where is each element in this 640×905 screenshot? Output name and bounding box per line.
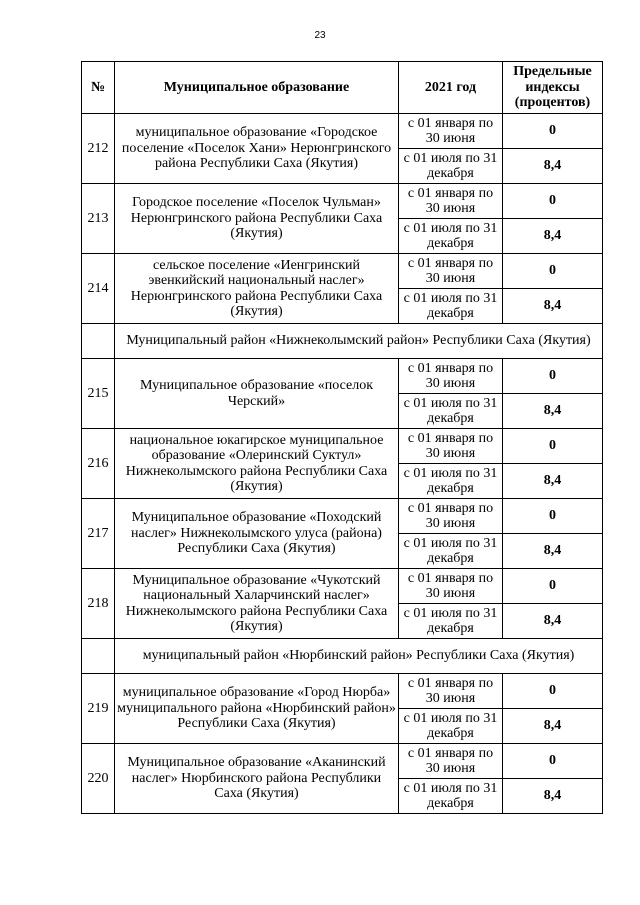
table-row: [82, 569, 603, 604]
table-header-row: [82, 62, 603, 114]
table-row: [82, 429, 603, 464]
municipality-name: Городское поселение «Поселок Чульман» Нерюнгринского района Республики Саха (Якутия): [115, 184, 399, 254]
page-number: 23: [314, 30, 326, 41]
section-row: [82, 324, 603, 359]
index-second-half: 8,4: [503, 394, 603, 429]
period-first-half: с 01 января по 30 июня: [399, 184, 503, 219]
municipality-name: Муниципальное образование «поселок Черский»: [115, 359, 399, 429]
municipality-name: Муниципальное образование «Чукотский национальный Халарчинский наслег» Нижнеколымского района Республики Саха (Якутия): [115, 569, 399, 639]
period-first-half: с 01 января по 30 июня: [399, 744, 503, 779]
index-second-half: 8,4: [503, 464, 603, 499]
row-number: 217: [82, 499, 115, 569]
index-first-half: 0: [503, 674, 603, 709]
municipality-name: Муниципальное образование «Походский наслег» Нижнеколымского улуса (района) Республики Саха (Якутия): [115, 499, 399, 569]
section-title: Муниципальный район «Нижнеколымский район» Республики Саха (Якутия): [115, 324, 603, 359]
table-row: [82, 359, 603, 394]
index-second-half: 8,4: [503, 149, 603, 184]
index-second-half: 8,4: [503, 709, 603, 744]
period-first-half: с 01 января по 30 июня: [399, 254, 503, 289]
period-second-half: с 01 июля по 31 декабря: [399, 149, 503, 184]
municipality-name: муниципальное образование «Городское поселение «Поселок Хани» Нерюнгринского района Республики Саха (Якутия): [115, 114, 399, 184]
table-row: [82, 254, 603, 289]
row-number: 218: [82, 569, 115, 639]
period-second-half: с 01 июля по 31 декабря: [399, 394, 503, 429]
municipality-name: Муниципальное образование «Аканинский наслег» Нюрбинского района Республики Саха (Якутия): [115, 744, 399, 814]
period-second-half: с 01 июля по 31 декабря: [399, 709, 503, 744]
period-first-half: с 01 января по 30 июня: [399, 114, 503, 149]
index-first-half: 0: [503, 184, 603, 219]
index-second-half: 8,4: [503, 219, 603, 254]
header-num: №: [82, 62, 115, 114]
row-number: 213: [82, 184, 115, 254]
section-num-cell: [82, 324, 115, 359]
row-number: 220: [82, 744, 115, 814]
period-first-half: с 01 января по 30 июня: [399, 499, 503, 534]
index-first-half: 0: [503, 744, 603, 779]
period-second-half: с 01 июля по 31 декабря: [399, 289, 503, 324]
period-first-half: с 01 января по 30 июня: [399, 429, 503, 464]
municipality-name: муниципальное образование «Город Нюрба» муниципального района «Нюрбинский район» Республики Саха (Якутия): [115, 674, 399, 744]
section-title: муниципальный район «Нюрбинский район» Республики Саха (Якутия): [115, 639, 603, 674]
header-municipality: Муниципальное образование: [115, 62, 399, 114]
municipality-name: сельское поселение «Иенгринский эвенкийский национальный наслег» Нерюнгринского района Республики Саха (Якутия): [115, 254, 399, 324]
row-number: 219: [82, 674, 115, 744]
row-number: 215: [82, 359, 115, 429]
index-second-half: 8,4: [503, 779, 603, 814]
header-index: Предельные индексы (процентов): [503, 62, 603, 114]
period-second-half: с 01 июля по 31 декабря: [399, 604, 503, 639]
period-first-half: с 01 января по 30 июня: [399, 569, 503, 604]
table-row: [82, 114, 603, 149]
index-first-half: 0: [503, 114, 603, 149]
index-second-half: 8,4: [503, 604, 603, 639]
municipality-name: национальное юкагирское муниципальное образование «Олеринский Суктул» Нижнеколымского района Республики Саха (Якутия): [115, 429, 399, 499]
table-row: [82, 744, 603, 779]
period-second-half: с 01 июля по 31 декабря: [399, 779, 503, 814]
index-first-half: 0: [503, 569, 603, 604]
index-second-half: 8,4: [503, 534, 603, 569]
period-second-half: с 01 июля по 31 декабря: [399, 534, 503, 569]
index-first-half: 0: [503, 359, 603, 394]
index-first-half: 0: [503, 254, 603, 289]
period-second-half: с 01 июля по 31 декабря: [399, 219, 503, 254]
tariff-index-table: [81, 61, 603, 814]
section-row: [82, 639, 603, 674]
row-number: 212: [82, 114, 115, 184]
table-row: [82, 499, 603, 534]
period-first-half: с 01 января по 30 июня: [399, 674, 503, 709]
index-first-half: 0: [503, 429, 603, 464]
index-second-half: 8,4: [503, 289, 603, 324]
row-number: 216: [82, 429, 115, 499]
table-row: [82, 184, 603, 219]
index-first-half: 0: [503, 499, 603, 534]
table-row: [82, 674, 603, 709]
section-num-cell: [82, 639, 115, 674]
period-second-half: с 01 июля по 31 декабря: [399, 464, 503, 499]
header-year: 2021 год: [399, 62, 503, 114]
row-number: 214: [82, 254, 115, 324]
table-body: [82, 114, 603, 814]
period-first-half: с 01 января по 30 июня: [399, 359, 503, 394]
